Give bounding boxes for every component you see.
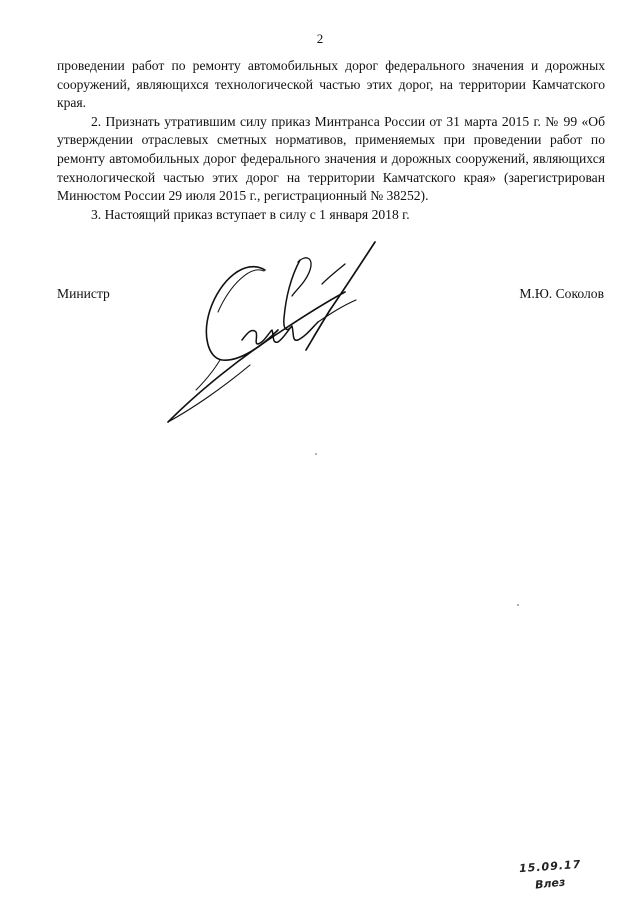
handwritten-signature	[160, 240, 390, 430]
scan-speck	[517, 604, 519, 606]
document-body	[57, 57, 605, 224]
page-number: 2	[316, 31, 324, 46]
signer-position: Министр	[57, 286, 110, 301]
paragraph-item-2: 2. Признать утратившим силу приказ Минтранса России от 31 марта 2015 г. № 99 «Об утверждении отраслевых сметных нормативов, применяемых при проведении работ по ремонту автомобильных дорог федерального значения и дорожных сооружений, являющихся технологической частью этих дорог на территории Камчатского края» (зарегистрирован Минюстом России 29 июля 2015 г., регистрационный № 38252).	[57, 113, 605, 204]
scan-speck	[315, 453, 317, 455]
signer-name: М.Ю. Соколов	[519, 286, 604, 301]
paragraph-item-3: 3. Настоящий приказ вступает в силу с 1 января 2018 г.	[91, 206, 410, 222]
paragraph-continuation: проведении работ по ремонту автомобильных дорог федерального значения и дорожных сооружений, являющихся технологической частью этих дорог, на территории Камчатского края.	[57, 58, 605, 111]
handwritten-date: 15.09.17	[518, 857, 582, 876]
handwritten-date-note	[515, 857, 595, 894]
handwritten-initials: Влез	[534, 875, 566, 892]
